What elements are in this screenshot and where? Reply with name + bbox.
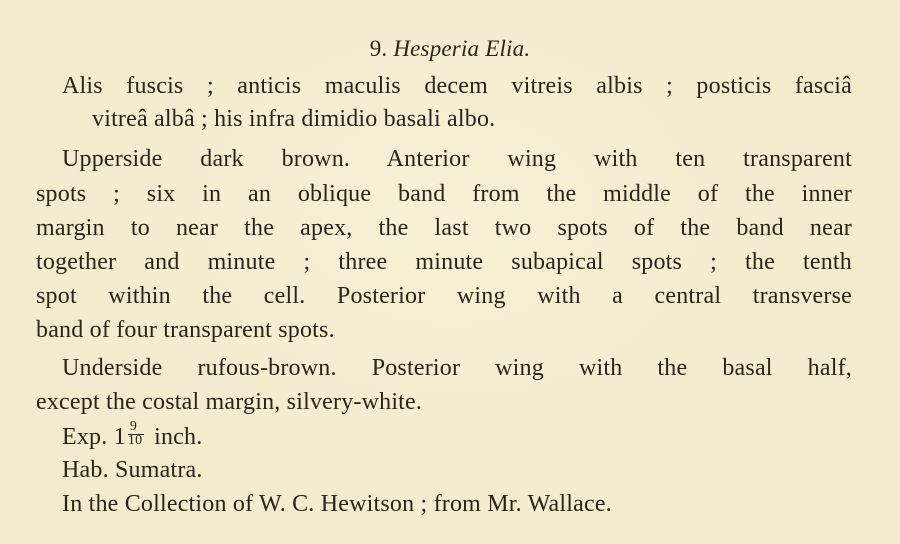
collection-line: In the Collection of W. C. Hewitson ; from Mr. Wallace. (62, 491, 612, 517)
expanse-prefix: Exp. 1 (62, 424, 126, 450)
upperside-line-1: Upperside dark brown. Anterior wing with ten transparent (62, 146, 852, 172)
upperside-line-2: spots ; six in an oblique band from the middle of the inner (36, 181, 852, 207)
latin-description-line-2: vitreâ albâ ; his infra dimidio basali albo. (92, 106, 496, 132)
expanse-fraction (126, 419, 148, 448)
species-name: Hesperia Elia. (393, 36, 531, 61)
expanse-suffix: inch. (147, 424, 203, 450)
upperside-line-5: spot within the cell. Posterior wing with a central transverse (36, 283, 852, 309)
upperside-line-4: together and minute ; three minute subapical spots ; the tenth (36, 249, 852, 275)
expanse-line (62, 419, 203, 451)
upperside-line-3: margin to near the apex, the last two spots of the band near (36, 215, 852, 241)
underside-line-1: Underside rufous-brown. Posterior wing with the basal half, (62, 355, 852, 381)
fraction-numerator: 9 (129, 419, 138, 434)
underside-line-2: except the costal margin, silvery-white. (36, 389, 423, 415)
habitat-line: Hab. Sumatra. (62, 457, 203, 483)
species-heading (0, 35, 900, 63)
upperside-line-6: band of four transparent spots. (36, 317, 335, 343)
fraction-denominator: 10 (127, 433, 143, 448)
entry-number: 9. (369, 36, 388, 61)
latin-description-line-1: Alis fuscis ; anticis maculis decem vitreis albis ; posticis fasciâ (62, 73, 852, 99)
